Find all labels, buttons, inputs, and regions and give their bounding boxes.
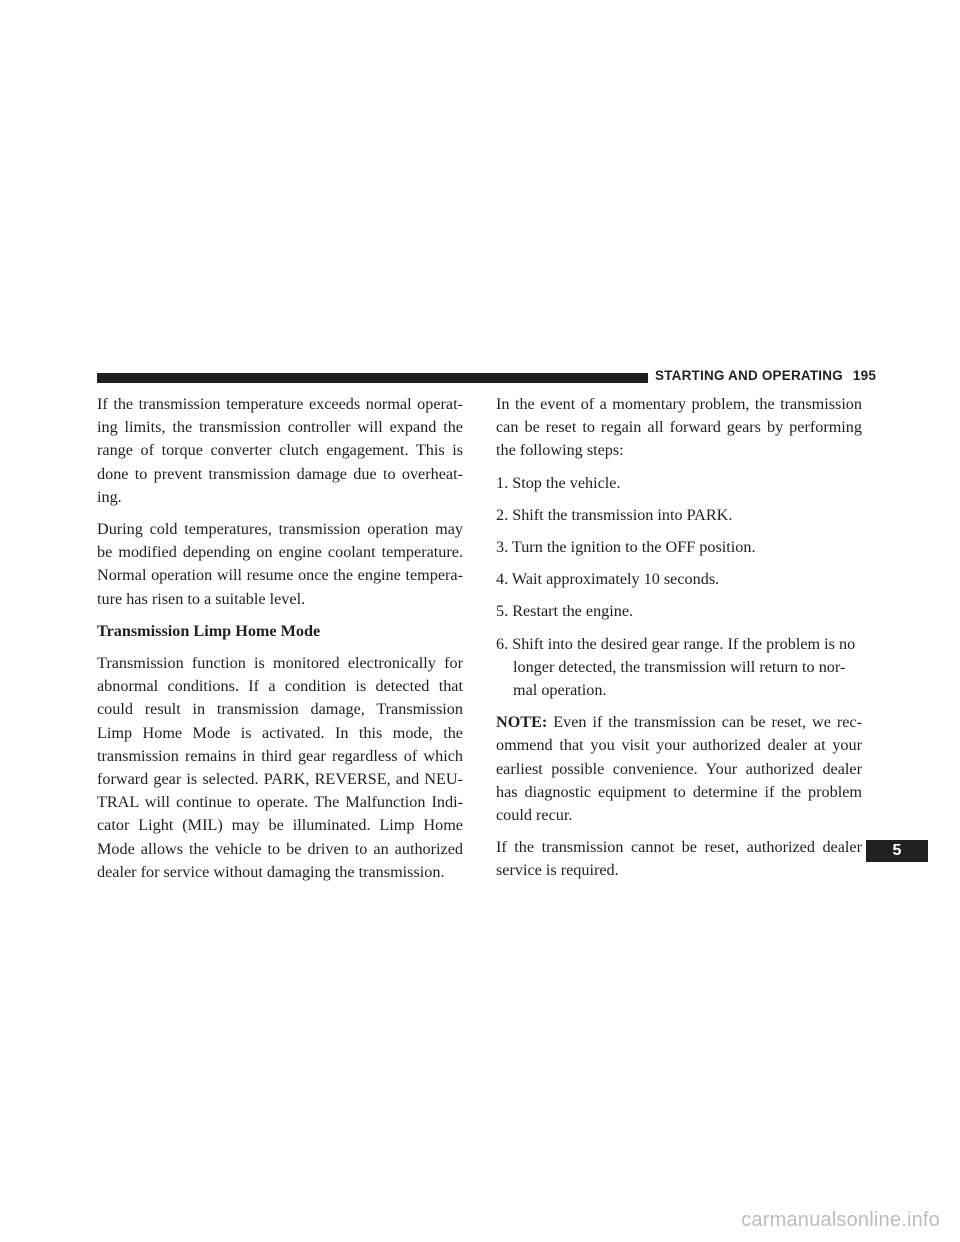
chapter-tab: 5 xyxy=(866,840,928,862)
list-item: 1. Stop the vehicle. xyxy=(496,473,621,492)
reset-steps-list xyxy=(496,472,862,703)
list-item: 2. Shift the transmission into PARK. xyxy=(496,505,733,524)
paragraph-temperature: If the transmission temperature exceeds normal operat-ing limits, the transmission controller will expand the range of torque converter clutch engagement. This is done to prevent transmission damage due to overheat-ing. xyxy=(97,395,463,506)
watermark: carmanualsonline.info xyxy=(741,1209,940,1231)
header-rule xyxy=(97,373,648,383)
list-item: 4. Wait approximately 10 seconds. xyxy=(496,570,720,589)
note-label: NOTE: xyxy=(496,713,548,732)
section-title: STARTING AND OPERATING xyxy=(655,368,843,383)
list-item: 6. Shift into the desired gear range. If the problem is no longer detected, the transmission will return to nor-mal operation. xyxy=(496,634,856,700)
note-text: Even if the transmission can be reset, we rec-ommend that you visit your authorized dealer at your earliest possible convenience. Your authorized dealer has diagnostic equipment to determine if the problem could recur. xyxy=(496,713,862,825)
page-number: 195 xyxy=(852,368,877,383)
running-header xyxy=(655,368,876,383)
paragraph-limp-home: Transmission function is monitored electronically for abnormal conditions. If a condition is detected that could result in transmission damage, Transmission Limp Home Mode is activated. In this mode, the transmission remains in third gear regardless of which forward gear is selected. PARK, REVERSE, and NEU-TRAL will continue to operate. The Malfunction Indi-cator Light (MIL) may be illuminated. Limp Home Mode allows the vehicle to be driven to an authorized dealer for service without damaging the transmission. xyxy=(97,654,463,881)
paragraph-cold-temperatures: During cold temperatures, transmission operation may be modified depending on engine coolant temperature. Normal operation will resume once the engine tempera-ture has risen to a suitable level. xyxy=(97,520,463,608)
section-heading-limp-home: Transmission Limp Home Mode xyxy=(97,621,321,640)
list-item: 5. Restart the engine. xyxy=(496,602,634,621)
right-column xyxy=(496,393,862,892)
paragraph-closing: If the transmission cannot be reset, authorized dealer service is required. xyxy=(496,838,862,880)
list-item: 3. Turn the ignition to the OFF position. xyxy=(496,538,756,557)
paragraph-reset-intro: In the event of a momentary problem, the transmission can be reset to regain all forward gears by performing the following steps: xyxy=(496,395,862,460)
note-paragraph xyxy=(496,711,862,827)
left-column xyxy=(97,393,463,893)
